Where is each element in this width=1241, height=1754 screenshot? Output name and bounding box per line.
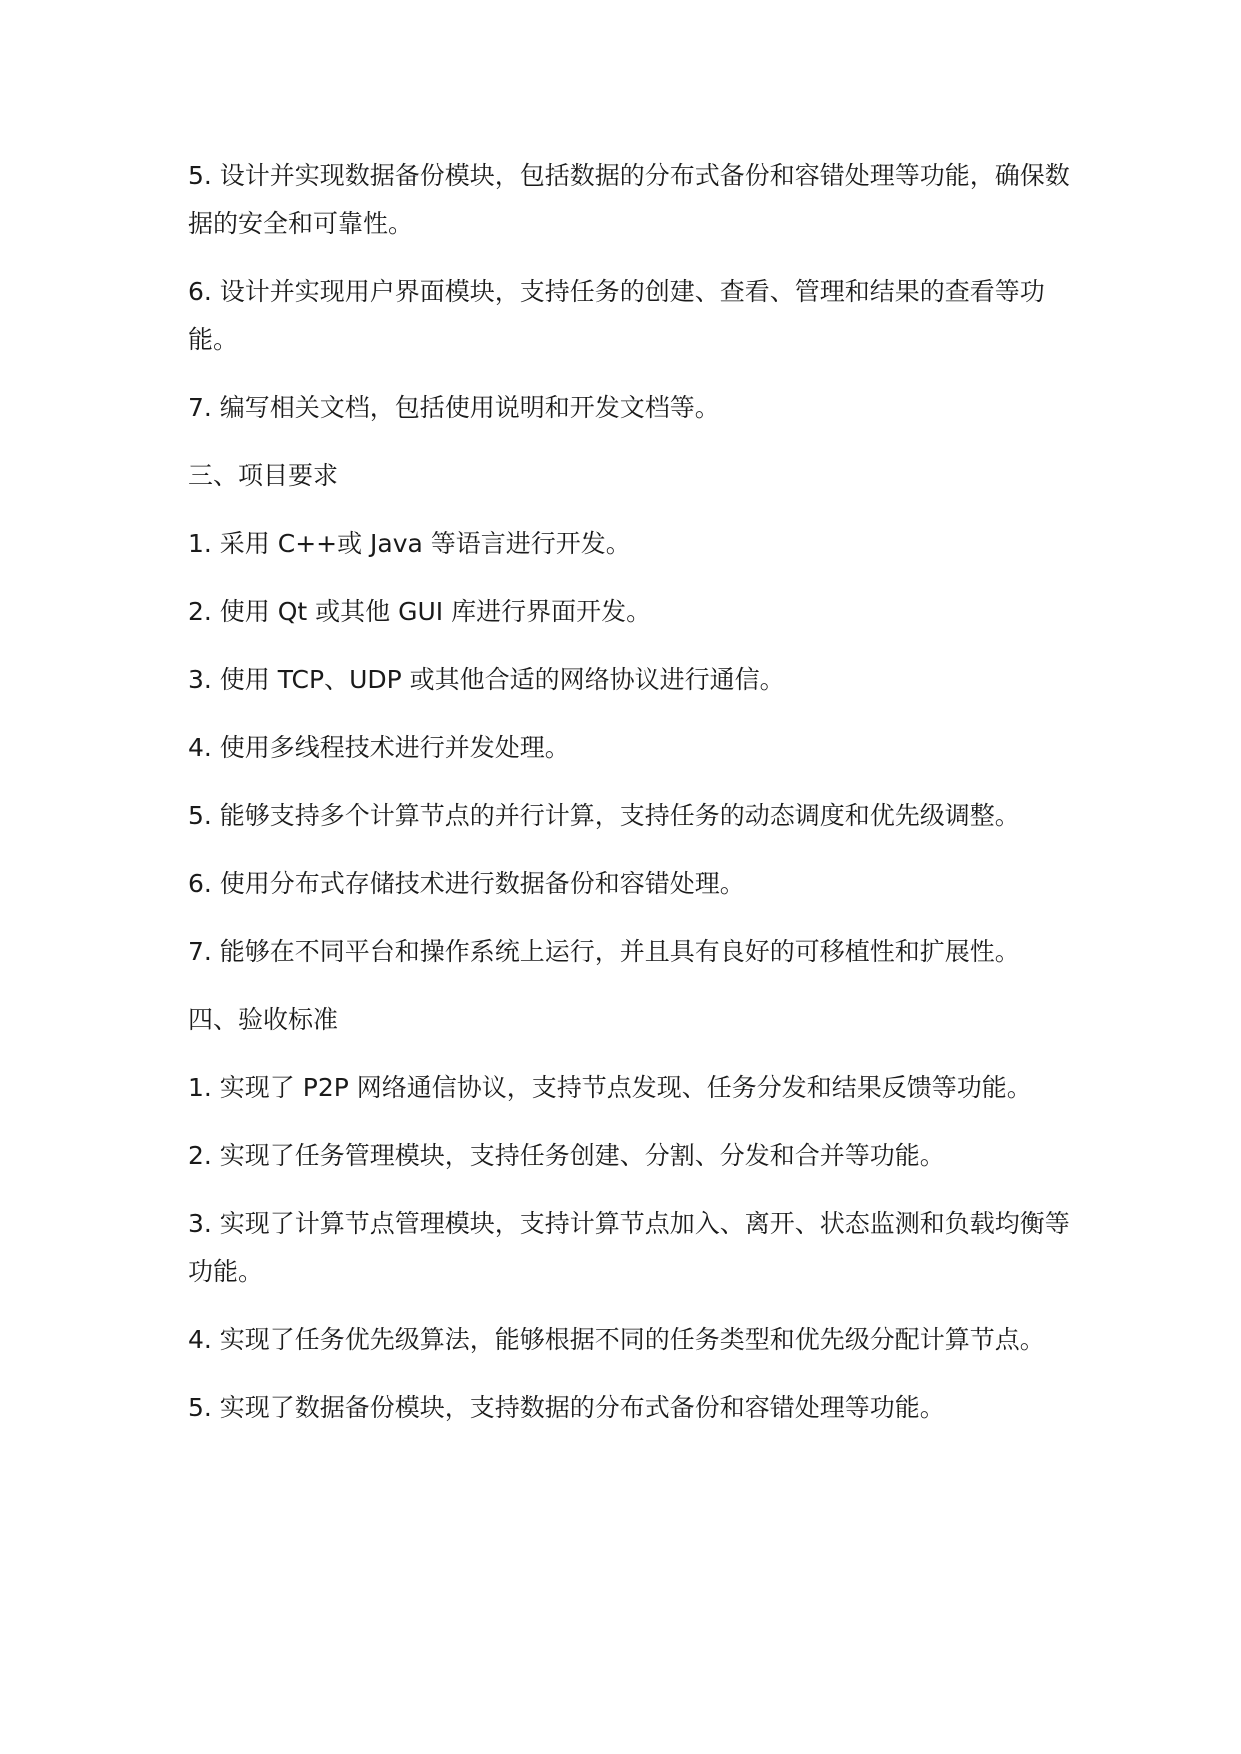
criterion-data-backup: 5. 实现了数据备份模块，支持数据的分布式备份和容错处理等功能。 [188,1393,945,1422]
requirement-parallel-compute: 5. 能够支持多个计算节点的并行计算，支持任务的动态调度和优先级调整。 [188,801,1020,830]
paragraph-backup-module-design: 5. 设计并实现数据备份模块，包括数据的分布式备份和容错处理等功能，确保数据的安全和可靠性。 [188,161,1070,238]
paragraph-ui-module-design: 6. 设计并实现用户界面模块，支持任务的创建、查看、管理和结果的查看等功能。 [188,277,1045,354]
requirement-portability: 7. 能够在不同平台和操作系统上运行，并且具有良好的可移植性和扩展性。 [188,937,1020,966]
criterion-p2p-protocol: 1. 实现了 P2P 网络通信协议，支持节点发现、任务分发和结果反馈等功能。 [188,1073,1032,1102]
requirement-gui: 2. 使用 Qt 或其他 GUI 库进行界面开发。 [188,597,652,626]
paragraph-documentation: 7. 编写相关文档，包括使用说明和开发文档等。 [188,393,720,422]
document-body [188,152,1088,1452]
requirement-network-protocol: 3. 使用 TCP、UDP 或其他合适的网络协议进行通信。 [188,665,785,694]
requirement-multithreading: 4. 使用多线程技术进行并发处理。 [188,733,570,762]
requirement-distributed-storage: 6. 使用分布式存储技术进行数据备份和容错处理。 [188,869,745,898]
criterion-priority-algorithm: 4. 实现了任务优先级算法，能够根据不同的任务类型和优先级分配计算节点。 [188,1325,1045,1354]
requirement-language: 1. 采用 C++或 Java 等语言进行开发。 [188,529,631,558]
section-heading-acceptance-criteria: 四、验收标准 [188,1005,339,1034]
criterion-task-management: 2. 实现了任务管理模块，支持任务创建、分割、分发和合并等功能。 [188,1141,945,1170]
section-heading-project-requirements: 三、项目要求 [188,461,339,490]
criterion-node-management: 3. 实现了计算节点管理模块，支持计算节点加入、离开、状态监测和负载均衡等功能。 [188,1209,1070,1286]
